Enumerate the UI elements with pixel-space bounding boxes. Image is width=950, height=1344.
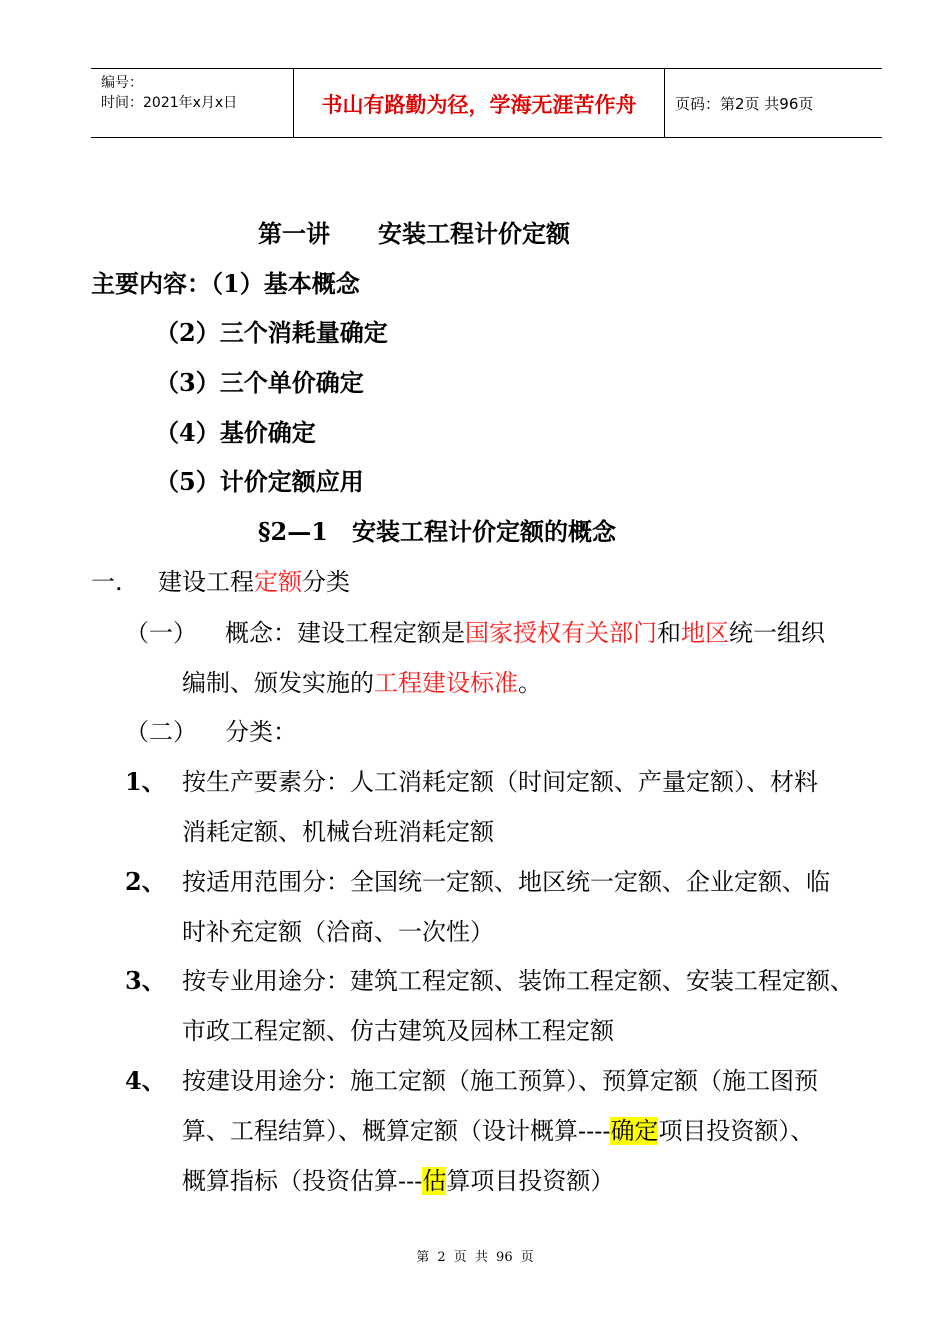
list-item-2-line-1: 按适用范围分：全国统一定额、地区统一定额、企业定额、临 bbox=[182, 868, 830, 896]
list-item-3-line-2: 市政工程定额、仿古建筑及园林工程定额 bbox=[182, 1017, 614, 1045]
concept-text-red-2: 地区 bbox=[681, 619, 729, 647]
list-item-1-number: 1、 bbox=[125, 767, 166, 796]
header-info-cell bbox=[91, 69, 293, 137]
list-item-4-line3-text-b: 算项目投资额） bbox=[446, 1167, 615, 1195]
main-content-label: 主要内容：（1）基本概念 bbox=[91, 269, 360, 298]
list-item-1-line-2: 消耗定额、机械台班消耗定额 bbox=[182, 818, 494, 846]
document-number-label: 编号： bbox=[101, 75, 143, 91]
main-content-item-3: （3）三个单价确定 bbox=[155, 368, 364, 397]
concept-text-a: 概念：建设工程定额是 bbox=[225, 619, 465, 647]
concept-line2-text-red: 工程建设标准 bbox=[374, 669, 518, 697]
header-table bbox=[91, 68, 882, 138]
list-item-4-line2-text-b: 项目投资额）、 bbox=[658, 1117, 815, 1145]
list-item-4-number: 4、 bbox=[125, 1066, 166, 1095]
header-motto: 书山有路勤为径，学海无涯苦作舟 bbox=[321, 92, 637, 117]
list-item-3-number: 3、 bbox=[125, 966, 166, 995]
list-item-2-line-2: 时补充定额（洽商、一次性） bbox=[182, 918, 494, 946]
list-item-3-line-1: 按专业用途分：建筑工程定额、装饰工程定额、安装工程定额、 bbox=[182, 967, 854, 995]
list-item-4-line-2 bbox=[182, 1116, 814, 1146]
list-item-1-line-1: 按生产要素分：人工消耗定额（时间定额、产量定额）、材料 bbox=[182, 768, 818, 796]
main-content-item-5: （5）计价定额应用 bbox=[155, 467, 364, 496]
list-item-4-line3-text-a: 概算指标（投资估算--- bbox=[182, 1167, 423, 1195]
header-page-cell bbox=[665, 69, 882, 137]
concept-line-2 bbox=[182, 668, 542, 698]
page-footer: 第 2 页 共 96 页 bbox=[416, 1250, 534, 1265]
header-motto-cell bbox=[293, 69, 665, 137]
part-one-text-a: 建设工程 bbox=[158, 568, 254, 596]
highlighted-text-2: 估 bbox=[422, 1167, 447, 1195]
main-content-item-4: （4）基价确定 bbox=[155, 418, 316, 447]
classification-number: （二） bbox=[125, 718, 197, 746]
concept-number: （一） bbox=[125, 619, 197, 647]
part-one-number: 一. bbox=[91, 568, 123, 596]
highlighted-text-1: 确定 bbox=[610, 1117, 659, 1145]
part-one-text-red: 定额 bbox=[254, 568, 302, 596]
part-one-text-b: 分类 bbox=[302, 568, 350, 596]
main-content-item-2: （2）三个消耗量确定 bbox=[155, 318, 388, 347]
concept-text-c: 统一组织 bbox=[729, 619, 825, 647]
lecture-title: 第一讲 安装工程计价定额 bbox=[258, 219, 570, 248]
list-item-4-line2-text-a: 算、工程结算）、概算定额（设计概算---- bbox=[182, 1117, 611, 1145]
concept-text-b: 和 bbox=[657, 619, 681, 647]
concept-line2-text-b: 。 bbox=[518, 669, 542, 697]
list-item-4-line-3 bbox=[182, 1166, 614, 1196]
classification-label: 分类： bbox=[225, 718, 297, 746]
concept-line2-text-a: 编制、颁发实施的 bbox=[182, 669, 374, 697]
section-heading: §2—1 安装工程计价定额的概念 bbox=[258, 517, 616, 546]
concept-text-red-1: 国家授权有关部门 bbox=[465, 619, 657, 647]
list-item-2-number: 2、 bbox=[125, 867, 166, 896]
header-page-label: 页码：第2页 共96页 bbox=[675, 95, 814, 113]
part-one-heading bbox=[158, 567, 350, 597]
document-time-label: 时间：2021年x月x日 bbox=[101, 95, 238, 111]
concept-line-1 bbox=[225, 618, 825, 648]
list-item-4-line-1: 按建设用途分：施工定额（施工预算）、预算定额（施工图预 bbox=[182, 1067, 818, 1095]
